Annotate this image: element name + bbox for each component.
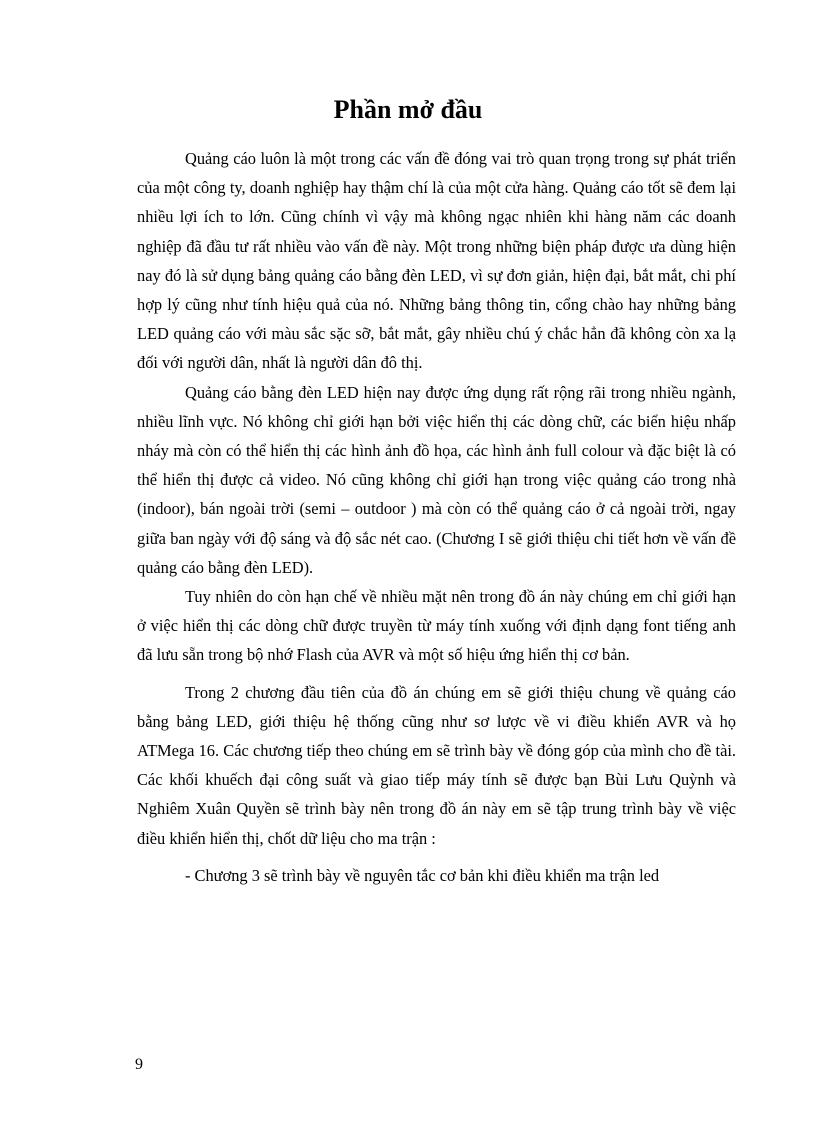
body-text [137, 144, 736, 890]
paragraph-chapters-overview: Trong 2 chương đầu tiên của đồ án chúng em sẽ giới thiệu chung về quảng cáo bằng bảng LED, giới thiệu hệ thống cũng như sơ lược về vi điều khiển AVR và họ ATMega 16. Các chương tiếp theo chúng em sẽ trình bày về đóng góp của mình cho đề tài. Các khối khuếch đại công suất và giao tiếp máy tính sẽ được bạn Bùi Lưu Quỳnh và Nghiêm Xuân Quyền sẽ trình bày nên trong đồ án này em sẽ tập trung trình bày về việc điều khiển hiển thị, chốt dữ liệu cho ma trận : [137, 682, 736, 848]
paragraph-led-applications: Quảng cáo bằng đèn LED hiện nay được ứng dụng rất rộng rãi trong nhiều ngành, nhiều lĩnh vực. Nó không chỉ giới hạn bởi việc hiển thị các dòng chữ, các biển hiệu nhấp nháy mà còn có thể hiển thị các hình ảnh đồ họa, các hình ảnh full colour và đặc biệt là có thể hiển thị được cả video. Nó cũng không chỉ giới hạn trong việc quảng cáo trong nhà (indoor), bán ngoài trời (semi – outdoor ) mà còn có thể quảng cáo ở cả ngoài trời, ngay giữa ban ngày với độ sáng và độ sắc nét cao. (Chương I sẽ giới thiệu chi tiết hơn về vấn đề quảng cáo bằng đèn LED). [137, 382, 736, 577]
paragraph-intro: Quảng cáo luôn là một trong các vấn đề đóng vai trò quan trọng trong sự phát triển của một công ty, doanh nghiệp hay thậm chí là của một cửa hàng. Quảng cáo tốt sẽ đem lại nhiều lợi ích to lớn. Cũng chính vì vậy mà không ngạc nhiên khi hàng năm các doanh nghiệp đã đầu tư rất nhiều vào vấn đề này. Một trong những biện pháp được ưa dùng hiện nay đó là sử dụng bảng quảng cáo bằng đèn LED, vì sự đơn giản, hiện đại, bắt mắt, chi phí hợp lý cũng như tính hiệu quả của nó. Những bảng thông tin, cổng chào hay những bảng LED quảng cáo với màu sắc sặc sỡ, bắt mắt, gây nhiều chú ý chắc hẳn đã không còn xa lạ đối với người dân, nhất là người dân đô thị. [137, 149, 736, 373]
page-number: 9 [135, 1056, 143, 1073]
paragraph-scope: Tuy nhiên do còn hạn chế về nhiều mặt nên trong đồ án này chúng em chỉ giới hạn ở việc hiển thị các dòng chữ được truyền từ máy tính xuống với định dạng font tiếng anh đã lưu sẵn trong bộ nhớ Flash của AVR và một số hiệu ứng hiển thị cơ bản. [137, 587, 736, 665]
page-title: Phần mở đầu [333, 95, 483, 124]
list-item-chapter-3: - Chương 3 sẽ trình bày về nguyên tắc cơ bản khi điều khiển ma trận led [185, 865, 660, 885]
